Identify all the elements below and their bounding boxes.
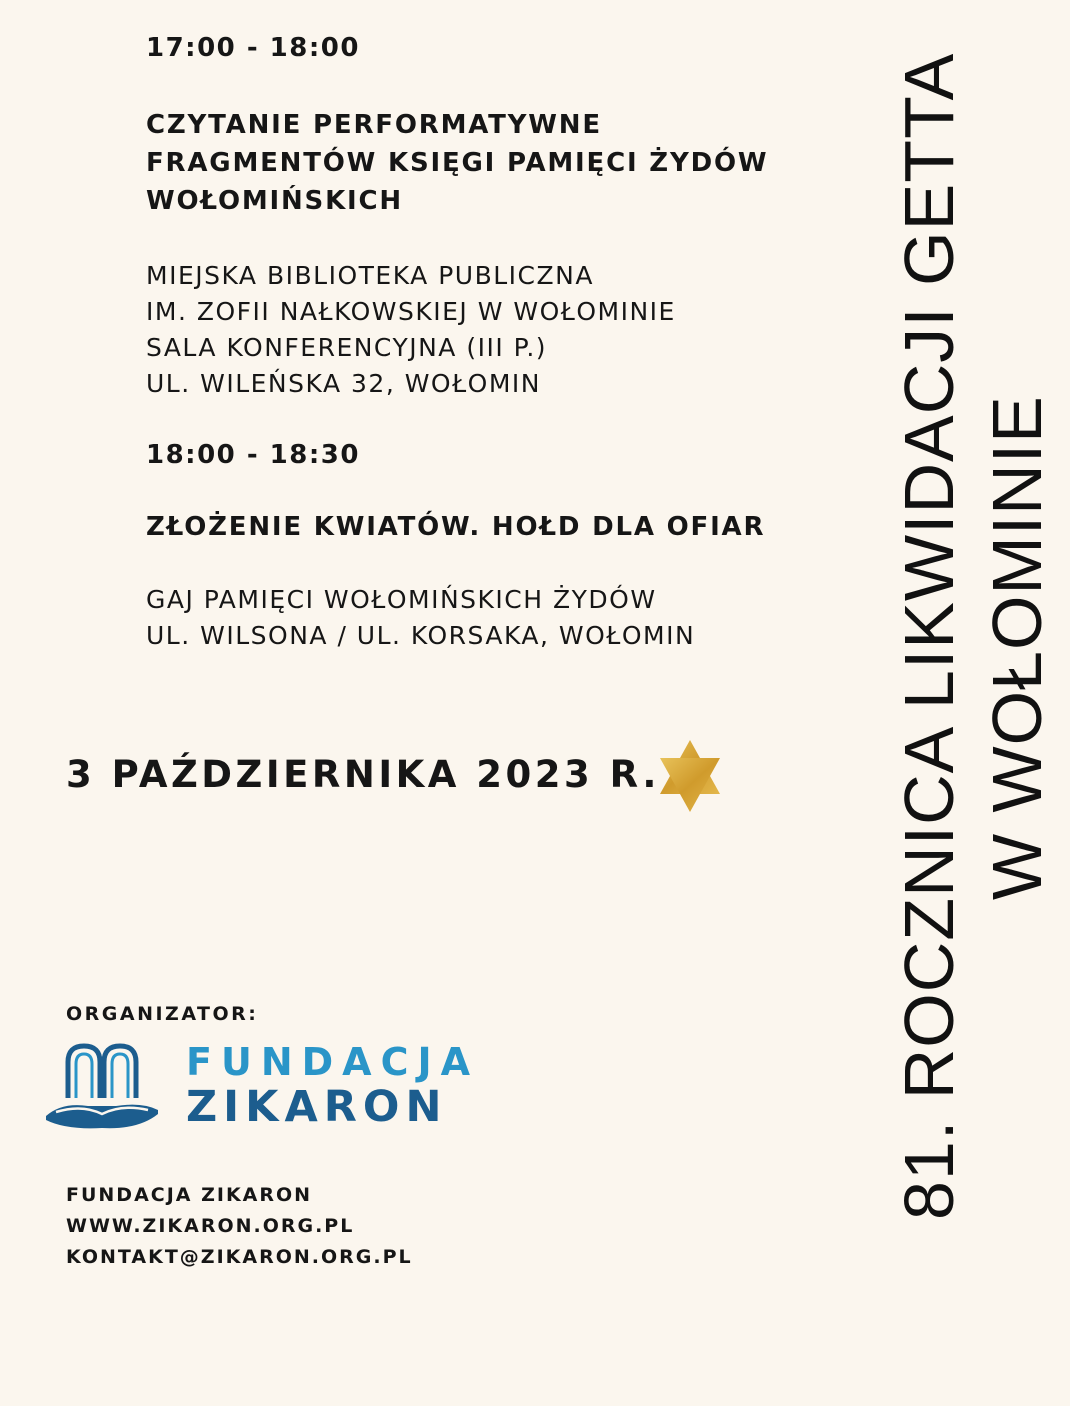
event-date: 3 PAŹDZIERNIKA 2023 R. bbox=[66, 753, 660, 796]
contact-info bbox=[66, 1180, 413, 1273]
event-1-title-line: WOŁOMIŃSKICH bbox=[146, 186, 403, 216]
event-1-title-line: FRAGMENTÓW KSIĘGI PAMIĘCI ŻYDÓW bbox=[146, 148, 769, 178]
zikaron-logo-icon bbox=[42, 1040, 162, 1132]
side-title bbox=[885, 40, 1070, 1220]
event-1-place bbox=[146, 258, 676, 402]
brand-line-1: FUNDACJA bbox=[186, 1040, 480, 1084]
event-2-place-line: UL. WILSONA / UL. KORSAKA, WOŁOMIN bbox=[146, 621, 696, 650]
contact-line: FUNDACJA ZIKARON bbox=[66, 1184, 313, 1206]
event-1-title-line: CZYTANIE PERFORMATYWNE bbox=[146, 110, 602, 140]
event-2-title-line: ZŁOŻENIE KWIATÓW. HOŁD DLA OFIAR bbox=[146, 512, 766, 542]
event-1-time: 17:00 - 18:00 bbox=[146, 33, 360, 63]
brand-line-2: ZIKARON bbox=[186, 1082, 448, 1132]
event-2-place-line: GAJ PAMIĘCI WOŁOMIŃSKICH ŻYDÓW bbox=[146, 585, 657, 614]
event-1-place-line: IM. ZOFII NAŁKOWSKIEJ W WOŁOMINIE bbox=[146, 297, 676, 326]
event-1-place-line: SALA KONFERENCYJNA (III P.) bbox=[146, 333, 548, 362]
side-title-line-1: 81. ROCZNICA LIKWIDACJI GETTA bbox=[890, 52, 968, 1220]
contact-line[interactable]: KONTAKT@ZIKARON.ORG.PL bbox=[66, 1246, 413, 1268]
star-of-david-icon bbox=[656, 738, 724, 814]
organizer-brand bbox=[186, 1040, 479, 1130]
event-1-title bbox=[146, 106, 768, 220]
event-2-title bbox=[146, 508, 765, 546]
side-title-line-2: W WOŁOMINIE bbox=[978, 395, 1056, 900]
event-2-place bbox=[146, 582, 695, 654]
organizer-label: ORGANIZATOR: bbox=[66, 1003, 259, 1025]
event-2-time: 18:00 - 18:30 bbox=[146, 440, 360, 470]
event-1-place-line: UL. WILEŃSKA 32, WOŁOMIN bbox=[146, 369, 541, 398]
contact-line[interactable]: WWW.ZIKARON.ORG.PL bbox=[66, 1215, 355, 1237]
event-1-place-line: MIEJSKA BIBLIOTEKA PUBLICZNA bbox=[146, 261, 594, 290]
